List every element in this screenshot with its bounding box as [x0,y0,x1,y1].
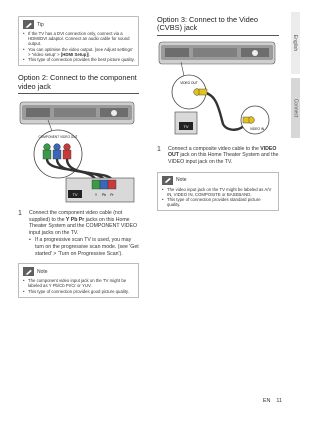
pr-label: Pr [110,193,114,198]
video-out-label: VIDEO OUT [180,80,198,85]
step-number: 1 [157,145,161,153]
note-item: • This type of connection provides good picture quality. [23,289,135,294]
note-item: • The component video input jack on the TV might be labeled as Y Pb/Cb Pr/Cr or YUV. [23,278,135,288]
composite-video-diagram [157,40,279,140]
home-theater-unit [20,102,134,124]
option2-step1 [18,210,139,257]
note-title: Note [37,268,48,275]
step-number: 1 [18,210,22,218]
right-column [157,16,279,211]
home-theater-unit [159,42,275,64]
tip-item: • This type of connection provides the best picture quality. [23,57,135,62]
pencil-icon [162,176,173,185]
jack-y [44,144,51,151]
step-text: Connect the component video cable (not supplied) to the Y Pb Pr jacks on this Home Theater System and the COMPONENT VIDEO input jacks on the TV. [29,210,138,236]
pencil-icon [23,20,34,29]
tip-box [18,16,139,66]
tip-title: Tip [37,21,44,28]
option2-note-box [18,263,139,298]
option3-step1 [157,146,279,166]
tip-list [23,31,135,62]
note-header [162,176,275,185]
y-label: Y [94,193,98,198]
component-diagram-svg [18,98,139,204]
component-out-label: COMPONENT VIDEO OUT [38,135,78,140]
tab-connect[interactable] [291,78,300,138]
note-list [23,278,135,294]
tv-label: TV [183,123,189,129]
step-sub-bullet: • If a progressive scan TV is used, you may turn on the progressive scan mode. (see 'Get started' > 'Turn on Progressive Scan'). [29,237,139,257]
pb-label: Pb [101,193,107,198]
step-text: Connect a composite video cable to the VIDEO OUT jack on this Home Theater System and the VIDEO input jack on the TV. [168,145,279,165]
jack-pr [64,144,71,151]
tab-connect-label: Connect [292,98,299,118]
option3-title: Option 3: Connect to the Video (CVBS) jack [157,16,279,36]
option2-title: Option 2: Connect to the component video jack [18,74,139,94]
pencil-icon [23,267,34,276]
footer-page-number: 11 [276,398,282,404]
video-in-label: VIDEO IN [250,126,264,131]
tip-item: • If the TV has a DVI connection only, connect via a HDMI/DVI adaptor. Connect an audio cable for sound output. [23,31,135,47]
footer-language: EN [262,398,271,404]
option3-note-box [157,172,279,212]
composite-diagram-svg [157,40,279,140]
left-column [18,16,139,298]
tip-header [23,20,135,29]
note-header [23,267,135,276]
page-footer [263,398,282,404]
note-list [162,187,275,208]
component-video-diagram [18,98,139,204]
tab-english[interactable] [291,12,300,74]
jack-pb [54,144,61,151]
tab-english-label: English [292,34,299,52]
note-item: • The video input jack on the TV might be labeled as A/V IN, VIDEO IN, COMPOSITE or BASEBAND. [162,187,275,197]
note-title: Note [176,177,187,184]
note-item: • This type of connection provides standard picture quality. [162,197,275,207]
tip-item: • You can optimise the video output. (see Adjust settings' > 'Video setup' > [HDMI Setup]). [23,47,135,57]
tv-label: TV [72,192,78,198]
